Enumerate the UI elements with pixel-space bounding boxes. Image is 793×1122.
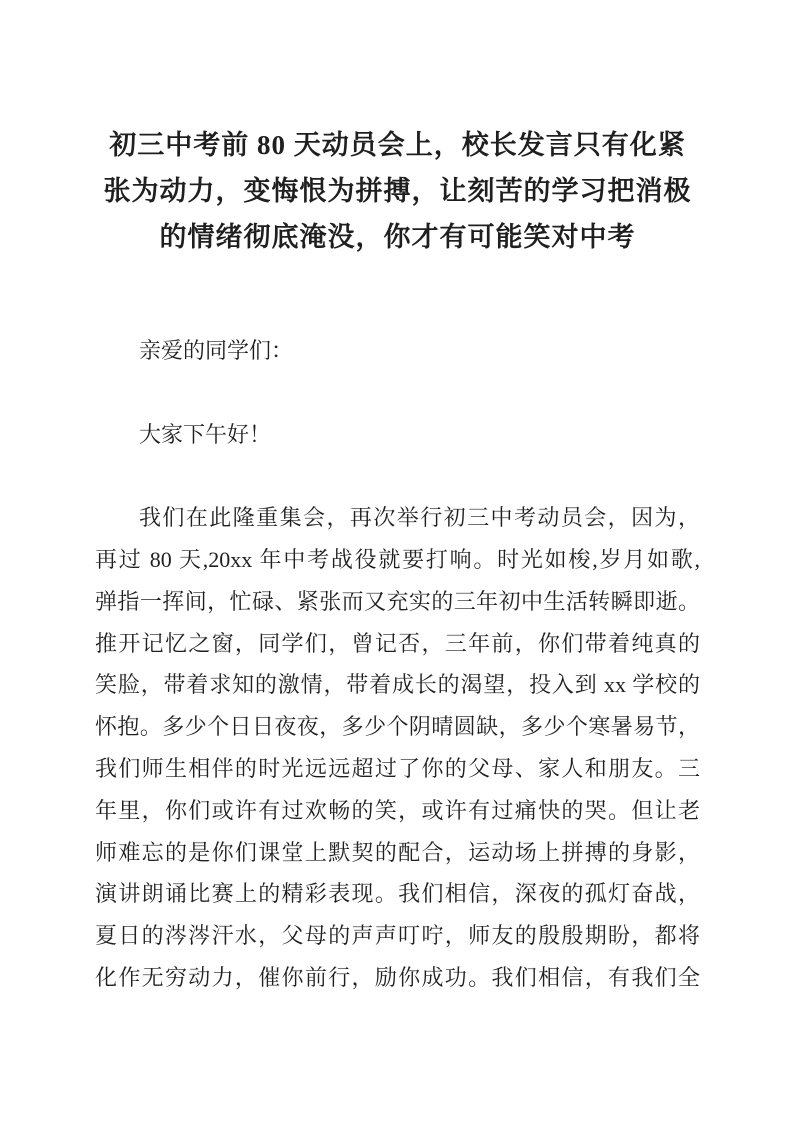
- body-text-line: 我们在此隆重集会，再次举行初三中考动员会，因为，: [139, 505, 700, 531]
- body-text-line: 师难忘的是你们课堂上默契的配合，运动场上拼搏的身影，: [95, 839, 700, 865]
- body-text-line: 化作无穷动力，催你前行，励你成功。我们相信，有我们全: [95, 964, 700, 990]
- document-title-line-3: 的情绪彻底淹没，你才有可能笑对中考: [159, 222, 636, 252]
- body-text-line: 我们师生相伴的时光远远超过了你的父母、家人和朋友。三: [95, 755, 700, 781]
- document-title-line-2: 张为动力，变悔恨为拼搏，让刻苦的学习把消极: [103, 176, 692, 206]
- body-text-line: 推开记忆之窗，同学们，曾记否，三年前，你们带着纯真的: [95, 630, 700, 656]
- body-text-line: 再过 80 天,20xx 年中考战役就要打响。时光如梭,岁月如歌,: [95, 546, 700, 572]
- body-text-line: 夏日的涔涔汗水，父母的声声叮咛，师友的殷殷期盼，都将: [95, 923, 700, 949]
- body-text-line: 弹指一挥间，忙碌、紧张而又充实的三年初中生活转瞬即逝。: [95, 588, 700, 614]
- body-text-line: 演讲朗诵比赛上的精彩表现。我们相信，深夜的孤灯奋战，: [95, 881, 700, 907]
- body-text-line: 怀抱。多少个日日夜夜，多少个阴晴圆缺，多少个寒暑易节，: [95, 714, 700, 740]
- document-title-line-1: 初三中考前 80 天动员会上，校长发言只有化紧: [109, 130, 686, 160]
- body-text-line: 年里，你们或许有过欢畅的笑，或许有过痛快的哭。但让老: [95, 797, 700, 823]
- document-title: [95, 122, 700, 260]
- speech-body-paragraph: [95, 497, 700, 999]
- greeting-paragraph: 亲爱的同学们：: [139, 338, 294, 363]
- body-text-line: 笑脸，带着求知的激情，带着成长的渴望，投入到 xx 学校的: [95, 672, 700, 698]
- salutation-paragraph: 大家下午好！: [139, 421, 272, 447]
